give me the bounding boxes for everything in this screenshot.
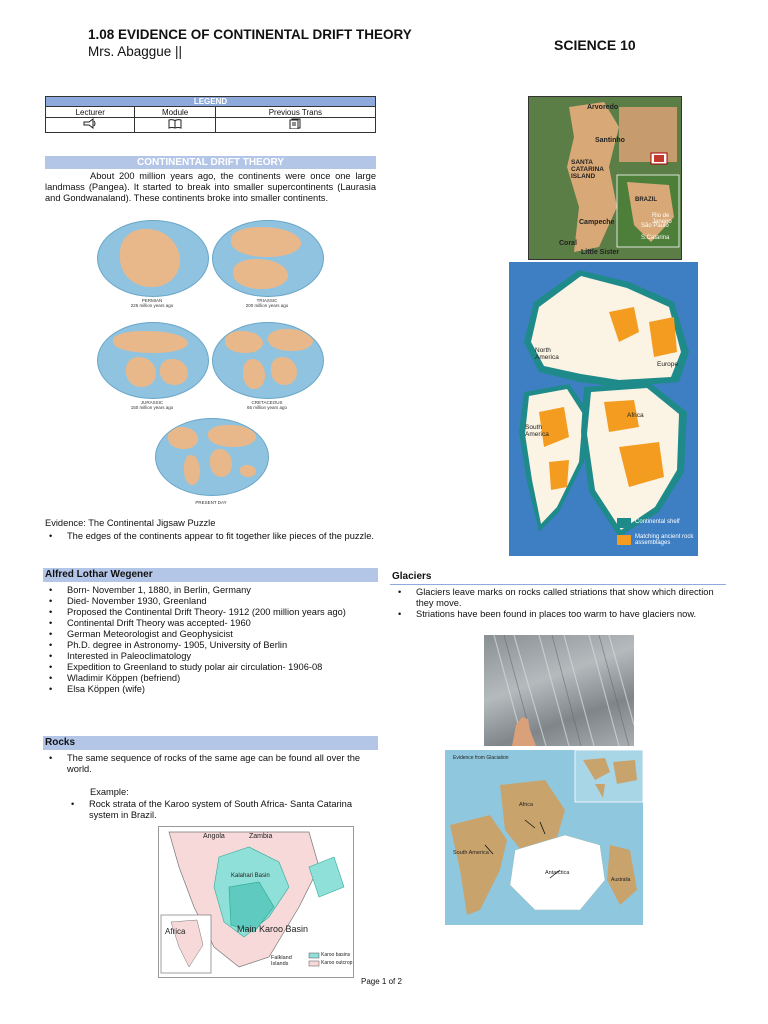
cdt-paragraph: About 200 million years ago, the continents were once one large landmass (Pangea). It started to break into smaller supercontinents (Laurasia and Gondwanaland). These continents broke into smaller continents. — [45, 171, 376, 203]
globe-jurassic-era: JURASSIC — [140, 400, 164, 405]
glaciation-label-south-america: South America — [453, 850, 489, 856]
brazil-label-rio: Rio de Janeiro — [652, 213, 672, 225]
karoo-label-africa: Africa — [165, 927, 186, 936]
glaciation-label-antarctica: Antarctica — [545, 870, 570, 876]
globe-triassic-age: 200 million years ago — [245, 303, 289, 308]
wegener-bullet-0: • Born- November 1, 1880, in Berlin, Germany — [45, 585, 376, 596]
rocks-heading: Rocks — [43, 736, 378, 750]
brazil-label-arvoredo: Arvoredo — [587, 104, 619, 111]
globe-permian-era: PERMIAN — [141, 298, 163, 303]
brazil-label-santinho: Santinho — [595, 137, 625, 144]
cdt-heading: CONTINENTAL DRIFT THEORY — [45, 156, 376, 169]
legend-table — [45, 96, 376, 133]
evidence-label: Evidence: The Continental Jigsaw Puzzle — [45, 518, 216, 528]
fit-legend-shelf: Continental shelf — [635, 519, 680, 525]
globe-present-day — [155, 418, 269, 496]
wegener-bullet-2: • Proposed the Continental Drift Theory- 1912 (200 million years ago) — [45, 607, 376, 618]
karoo-label-main-basin: Main Karoo Basin — [237, 924, 309, 934]
rocks-sublist — [45, 799, 375, 821]
karoo-label-falkland: Falkland Islands — [271, 955, 292, 967]
glaciation-map-title: Evidence from Glaciation — [453, 755, 509, 761]
fit-label-south-america: South America — [525, 424, 549, 438]
globe-jurassic-age: 150 million years ago — [130, 405, 174, 410]
glaciation-map — [445, 750, 643, 925]
legend-title: LEGEND — [46, 97, 376, 107]
wegener-list — [45, 585, 376, 695]
globe-permian — [97, 220, 209, 297]
fit-label-europe: Europe — [657, 361, 678, 368]
karoo-label-angola: Angola — [203, 833, 225, 840]
wegener-bullet-5: • Ph.D. degree in Astronomy- 1905, University of Berlin — [45, 640, 376, 651]
glaciers-list — [394, 587, 724, 620]
fit-legend-rock: Matching ancient rock assemblages — [635, 534, 694, 546]
globe-permian-age: 225 million years ago — [130, 303, 174, 308]
globe-cretaceous-age: 65 million years ago — [246, 405, 288, 410]
document-stack-icon — [215, 118, 375, 133]
document-title: 1.08 EVIDENCE OF CONTINENTAL DRIFT THEORY — [88, 27, 412, 42]
brazil-label-campeche: Campeche — [579, 219, 615, 226]
globe-cretaceous — [212, 322, 324, 399]
santa-catarina-map — [528, 96, 682, 260]
karoo-label-kalahari: Kalahari Basin — [231, 873, 270, 879]
legend-col-previous-trans: Previous Trans — [215, 107, 375, 118]
fit-label-north-america: North America — [535, 347, 559, 361]
brazil-label-brazil: BRAZIL — [635, 197, 657, 203]
karoo-legend-outcrop: Karoo outcrop — [321, 960, 353, 966]
glaciers-bullet-1: • Striations have been found in places too warm to have glaciers now. — [394, 609, 724, 620]
subject-label: SCIENCE 10 — [554, 37, 636, 53]
wegener-bullet-7: • Expedition to Greenland to study polar air circulation- 1906-08 — [45, 662, 376, 673]
author: Mrs. Abaggue || — [88, 44, 183, 59]
brazil-label-little-sister: Little Sister — [581, 249, 620, 256]
globe-jurassic — [97, 322, 209, 399]
page-number: Page 1 of 2 — [361, 977, 402, 986]
continental-fit-map — [509, 262, 698, 556]
rocks-example-label: Example: — [90, 787, 129, 797]
rocks-sub-bullet: • Rock strata of the Karoo system of South Africa- Santa Catarina system in Brazil. — [45, 799, 375, 821]
book-icon — [135, 118, 215, 133]
brazil-label-santa-catarina: SANTA CATARINA ISLAND — [571, 159, 604, 180]
glaciers-heading: Glaciers — [390, 570, 726, 585]
globe-triassic — [212, 220, 324, 297]
karoo-map — [158, 826, 354, 978]
rocks-bullet: • The same sequence of rocks of the same age can be found all over the world. — [45, 753, 376, 775]
striations-photo — [484, 635, 634, 746]
brazil-label-sao-paulo: São Paulo — [641, 223, 669, 229]
karoo-label-zambia: Zambia — [249, 833, 273, 840]
legend-col-lecturer: Lecturer — [46, 107, 135, 118]
wegener-bullet-8: • Wladimir Köppen (befriend) — [45, 673, 376, 684]
wegener-heading: Alfred Lothar Wegener — [43, 568, 378, 582]
globe-present-day-era: PRESENT DAY — [195, 500, 227, 505]
glaciation-label-australia: Australia — [611, 877, 631, 883]
wegener-bullet-4: • German Meteorologist and Geophysicist — [45, 629, 376, 640]
brazil-label-coral: Coral — [559, 240, 577, 247]
rocks-list — [45, 753, 376, 775]
wegener-bullet-9: • Elsa Köppen (wife) — [45, 684, 376, 695]
legend-col-module: Module — [135, 107, 215, 118]
globe-cretaceous-era: CRETACEOUS — [251, 400, 283, 405]
megaphone-icon — [46, 118, 135, 133]
glaciation-label-africa: Africa — [519, 802, 534, 808]
wegener-bullet-3: • Continental Drift Theory was accepted- 1960 — [45, 618, 376, 629]
fit-label-africa: Africa — [627, 412, 644, 419]
globe-triassic-era: TRIASSIC — [256, 298, 278, 303]
brazil-label-s-catarina: S.Catarina — [641, 235, 670, 241]
evidence-list — [45, 531, 376, 542]
wegener-bullet-1: • Died- November 1930, Greenland — [45, 596, 376, 607]
evidence-bullet: • The edges of the continents appear to fit together like pieces of the puzzle. — [45, 531, 376, 542]
glaciers-bullet-0: • Glaciers leave marks on rocks called striations that show which direction they move. — [394, 587, 724, 609]
karoo-legend-basins: Karoo basins — [321, 952, 351, 958]
wegener-bullet-6: • Interested in Paleoclimatology — [45, 651, 376, 662]
